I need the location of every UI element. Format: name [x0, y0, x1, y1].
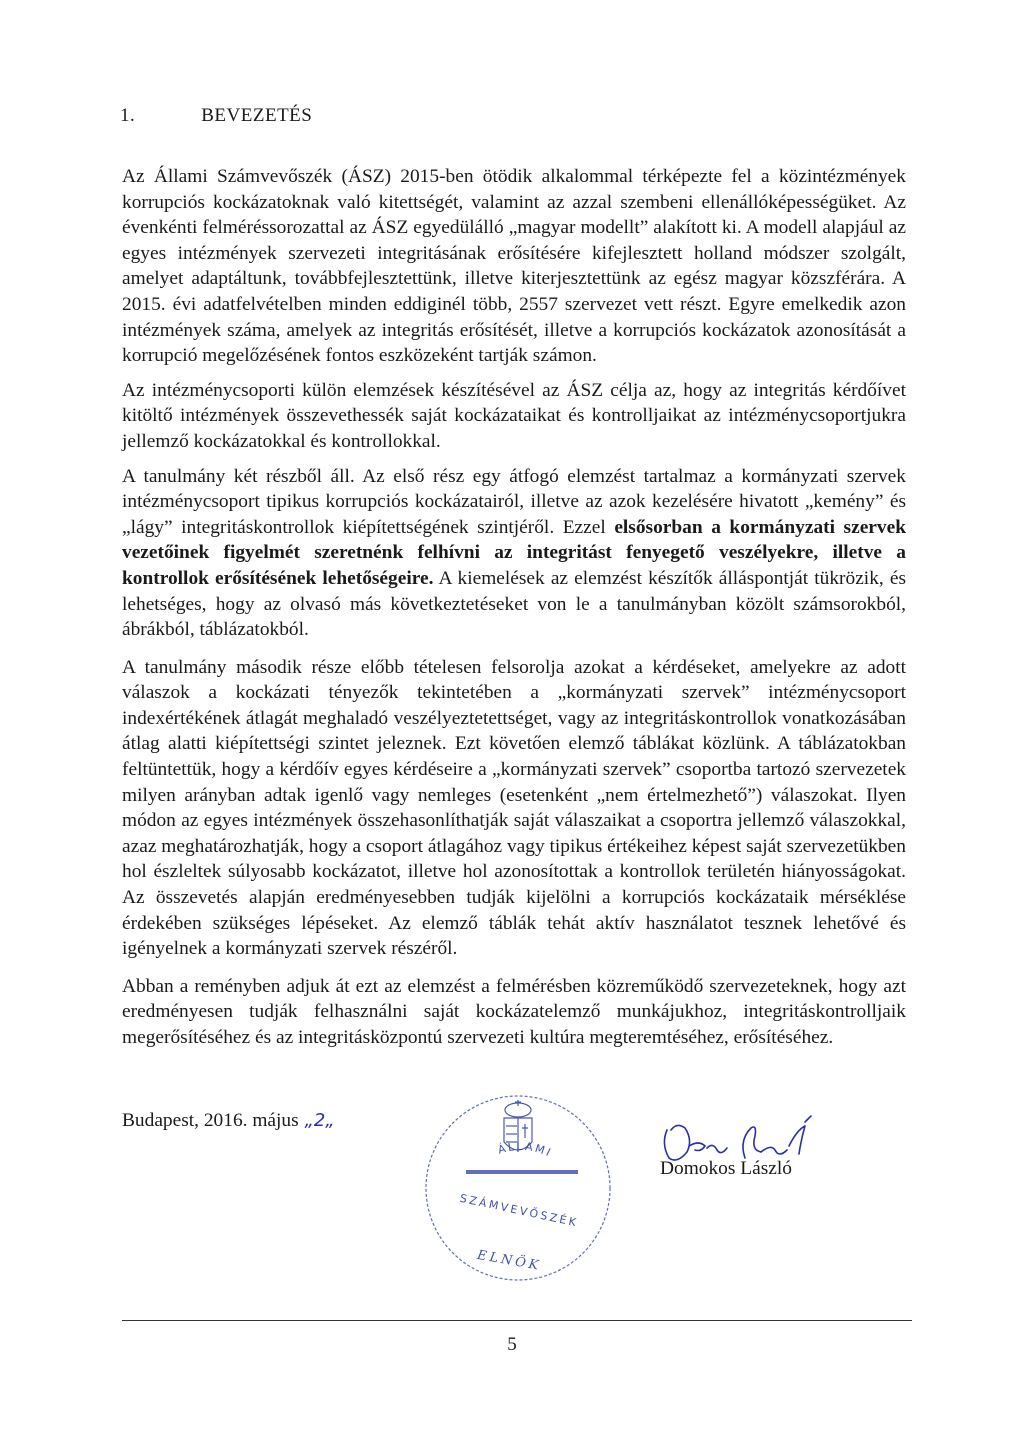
paragraph-5: Abban a reményben adjuk át ezt az elemzést a felmérésben közreműködő szervezeteknek, hogy azt eredményesen tudják felhasználni saját kockázatelemző munkájukhoz, integritáskontrolljaik megerősítéséhez és az integritásközpontú szervezeti kultúra megteremtéséhez, erősítéséhez.: [122, 975, 906, 1048]
seal-text-line2: SZÁMVEVŐSZÉK: [458, 1191, 580, 1230]
body-text: [122, 164, 906, 1051]
handwritten-day: „2„: [304, 1110, 335, 1131]
paragraph-2: Az intézménycsoporti külön elemzések készítésével az ÁSZ célja az, hogy az integritás kérdőívet kitöltő intézmények összevethessék saját kockázataikat és kontrolljaikat az intézménycsoportjukra jellemző kockázatokkal és kontrollokkal.: [122, 379, 906, 452]
seal-bar: [466, 1170, 578, 1174]
official-seal-stamp: [418, 1088, 618, 1288]
signer-name: Domokos László: [660, 1158, 792, 1179]
seal-text-line1: ÁLLAMI: [496, 1139, 555, 1160]
section-title: BEVEZETÉS: [201, 105, 313, 126]
footer-rule: [122, 1320, 912, 1321]
dateline: [122, 1110, 336, 1132]
paragraph-1: Az Állami Számvevőszék (ÁSZ) 2015-ben ötödik alkalommal térképezte fel a közintézmények korrupciós kockázatoknak való kitettségét, valamint az azzal szembeni ellenállóképességüket. Az évenkénti felméréssorozattal az ÁSZ egyedülálló „magyar modellt” alakított ki. A modell alapjául az egyes intézmények szervezeti integritásának erősítésére kifejlesztett holland módszer szolgált, amelyet adaptáltunk, továbbfejlesztettünk, illetve kiterjesztettünk az egész magyar közszférára. A 2015. évi adatfelvételben minden eddiginél több, 2557 szervezet vett részt. Egyre emelkedik azon intézmények száma, amelyek az integritás erősítését, illetve a korrupciós kockázatok azonosítását a korrupció megelőzésének fontos eszközeként tartják számon.: [122, 166, 906, 367]
paragraph-3-emphasis: elsősorban a kormányzati szervek vezetőinek figyelmét szeretnénk felhívni az integritást fenyegető veszélyekre, illetve a kontrollok erősítésének lehetőségeire.: [122, 516, 906, 589]
section-heading: [120, 105, 312, 127]
section-number: 1.: [120, 105, 136, 126]
place-date: Budapest, 2016. május: [122, 1110, 304, 1131]
paragraph-3: [122, 464, 906, 643]
page-number: 5: [507, 1334, 517, 1355]
paragraph-3-text-c: A kiemelések az elemzést készítők álláspontját tükrözik, és lehetséges, hogy az olvasó más következtetéseket von le a tanulmányban közölt számsorokból, ábrákból, táblázatokból.: [122, 567, 906, 641]
paragraph-3-text-a: A tanulmány két részből áll. Az első rész egy átfogó elemzést tartalmaz a kormányzati szervek intézménycsoport tipikus korrupciós kockázatairól, illetve az azok kezelésére hivatott „kemény” és „lágy” integritáskontrollok kiépítettségének szintjéről. Ezzel: [122, 465, 906, 538]
paragraph-4: A tanulmány második része előbb tételesen felsorolja azokat a kérdéseket, amelyekre az adott válaszok a kockázati tényezők tekintetében a „kormányzati szervek” intézménycsoport indexértékének átlagát meghaladó veszélyeztetettséget, vagy az integritáskontrollok vonatkozásában átlag alatti kiépítettségi szintet jeleznek. Ezt követően elemző táblákat közlünk. A táblázatokban feltüntettük, hogy a kérdőív egyes kérdéseire a „kormányzati szervek” csoportba tartozó szervezetek milyen arányban adtak igenlő vagy nemleges (esetenként „nem értelmezhető”) válaszokat. Ilyen módon az egyes intézmények összehasonlíthatják saját válaszaikat a csoportra jellemző válaszokkal, azaz meghatározhatják, hogy a csoport átlagához vagy tipikus értékeihez képest saját szervezetükben hol észleltek súlyosabb kockázatot, illetve hol azonosítottak a kontrollok területén hiányosságokat. Az összevetés alapján eredményesebben tudják kijelölni a korrupciós kockázataik mérséklése érdekében szükséges lépéseket. Az elemző táblák tehát aktív használatot tesznek lehetővé és igényelnek a kormányzati szervek részéről.: [122, 656, 906, 960]
seal-text-line3: ELNÖK: [475, 1247, 543, 1274]
